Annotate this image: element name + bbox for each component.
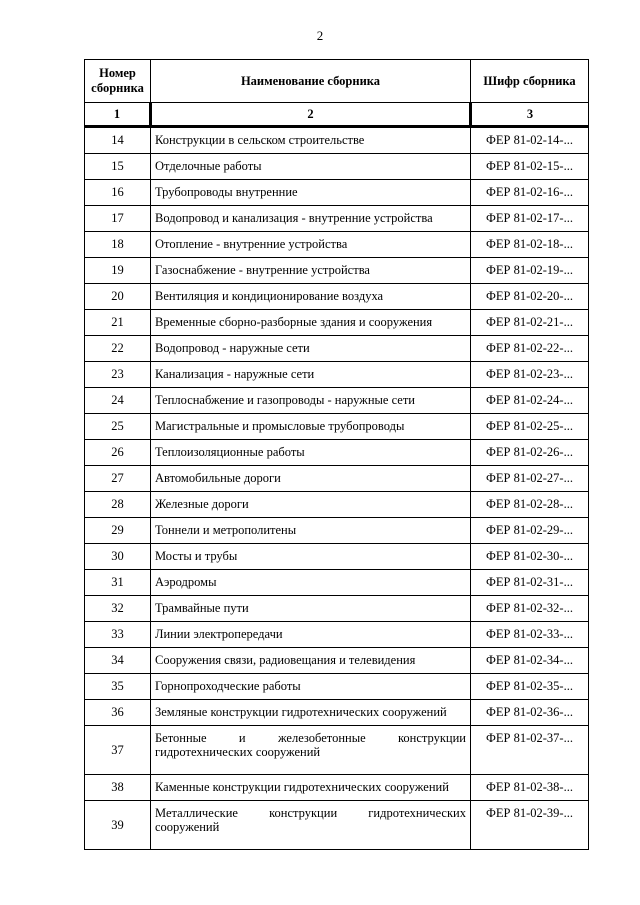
row-name: Временные сборно-разборные здания и сооружения	[151, 310, 471, 336]
row-name: Вентиляция и кондиционирование воздуха	[151, 284, 471, 310]
table-row	[85, 596, 589, 622]
row-code: ФЕР 81-02-38-...	[471, 775, 589, 801]
row-code: ФЕР 81-02-20-...	[471, 284, 589, 310]
table-row	[85, 622, 589, 648]
row-number: 22	[85, 336, 151, 362]
row-name: Аэродромы	[151, 570, 471, 596]
table-row	[85, 570, 589, 596]
table-row	[85, 674, 589, 700]
row-number: 25	[85, 414, 151, 440]
table-row	[85, 206, 589, 232]
row-number: 27	[85, 466, 151, 492]
row-code: ФЕР 81-02-30-...	[471, 544, 589, 570]
row-code: ФЕР 81-02-16-...	[471, 180, 589, 206]
row-name: Газоснабжение - внутренние устройства	[151, 258, 471, 284]
row-code: ФЕР 81-02-25-...	[471, 414, 589, 440]
row-code: ФЕР 81-02-35-...	[471, 674, 589, 700]
row-code: ФЕР 81-02-36-...	[471, 700, 589, 726]
row-code: ФЕР 81-02-21-...	[471, 310, 589, 336]
table-row	[85, 440, 589, 466]
row-number: 38	[85, 775, 151, 801]
row-number: 28	[85, 492, 151, 518]
row-code: ФЕР 81-02-19-...	[471, 258, 589, 284]
row-name: Тоннели и метрополитены	[151, 518, 471, 544]
row-name: Горнопроходческие работы	[151, 674, 471, 700]
row-number: 39	[85, 801, 151, 850]
row-name: Трамвайные пути	[151, 596, 471, 622]
row-number: 14	[85, 127, 151, 154]
row-code: ФЕР 81-02-18-...	[471, 232, 589, 258]
column-index-row	[85, 103, 589, 127]
header-code: Шифр сборника	[471, 60, 589, 103]
row-name: Теплоизоляционные работы	[151, 440, 471, 466]
table-row	[85, 180, 589, 206]
row-name: Мосты и трубы	[151, 544, 471, 570]
row-number: 29	[85, 518, 151, 544]
table-row	[85, 801, 589, 850]
row-number: 15	[85, 154, 151, 180]
row-number: 21	[85, 310, 151, 336]
table-row	[85, 775, 589, 801]
row-number: 37	[85, 726, 151, 775]
column-index-number: 1	[85, 103, 151, 127]
row-number: 33	[85, 622, 151, 648]
table-row	[85, 258, 589, 284]
row-name: Трубопроводы внутренние	[151, 180, 471, 206]
row-name: Водопровод - наружные сети	[151, 336, 471, 362]
row-number: 24	[85, 388, 151, 414]
table-row	[85, 414, 589, 440]
row-name: Сооружения связи, радиовещания и телевидения	[151, 648, 471, 674]
table-row	[85, 726, 589, 775]
row-name: Бетонные и железобетонные конструкции гидротехнических сооружений	[151, 726, 471, 775]
page-number: 2	[316, 28, 324, 43]
row-number: 20	[85, 284, 151, 310]
row-number: 34	[85, 648, 151, 674]
row-code: ФЕР 81-02-33-...	[471, 622, 589, 648]
table-row	[85, 518, 589, 544]
header-name: Наименование сборника	[151, 60, 471, 103]
row-code: ФЕР 81-02-34-...	[471, 648, 589, 674]
row-name: Отделочные работы	[151, 154, 471, 180]
row-name: Автомобильные дороги	[151, 466, 471, 492]
row-code: ФЕР 81-02-37-...	[471, 726, 589, 775]
row-number: 30	[85, 544, 151, 570]
row-name: Земляные конструкции гидротехнических сооружений	[151, 700, 471, 726]
row-code: ФЕР 81-02-32-...	[471, 596, 589, 622]
row-number: 26	[85, 440, 151, 466]
row-code: ФЕР 81-02-39-...	[471, 801, 589, 850]
table-row	[85, 700, 589, 726]
table-row	[85, 648, 589, 674]
row-name: Канализация - наружные сети	[151, 362, 471, 388]
row-number: 32	[85, 596, 151, 622]
table-row	[85, 284, 589, 310]
row-name: Отопление - внутренние устройства	[151, 232, 471, 258]
row-number: 31	[85, 570, 151, 596]
row-name: Магистральные и промысловые трубопроводы	[151, 414, 471, 440]
row-name: Конструкции в сельском строительстве	[151, 127, 471, 154]
table-row	[85, 466, 589, 492]
row-name: Железные дороги	[151, 492, 471, 518]
row-name: Металлические конструкции гидротехнических сооружений	[151, 801, 471, 850]
row-code: ФЕР 81-02-26-...	[471, 440, 589, 466]
row-number: 35	[85, 674, 151, 700]
table-row	[85, 336, 589, 362]
table-row	[85, 362, 589, 388]
row-number: 23	[85, 362, 151, 388]
row-code: ФЕР 81-02-23-...	[471, 362, 589, 388]
row-code: ФЕР 81-02-31-...	[471, 570, 589, 596]
table-row	[85, 492, 589, 518]
row-number: 36	[85, 700, 151, 726]
row-code: ФЕР 81-02-24-...	[471, 388, 589, 414]
table-row	[85, 127, 589, 154]
row-name: Теплоснабжение и газопроводы - наружные сети	[151, 388, 471, 414]
table-row	[85, 232, 589, 258]
row-name: Линии электропередачи	[151, 622, 471, 648]
table-row	[85, 388, 589, 414]
row-name: Каменные конструкции гидротехнических сооружений	[151, 775, 471, 801]
row-code: ФЕР 81-02-14-...	[471, 127, 589, 154]
row-number: 18	[85, 232, 151, 258]
table-row	[85, 310, 589, 336]
row-code: ФЕР 81-02-27-...	[471, 466, 589, 492]
table-row	[85, 154, 589, 180]
row-code: ФЕР 81-02-29-...	[471, 518, 589, 544]
header-row	[85, 60, 589, 103]
column-index-name: 2	[151, 103, 471, 127]
row-number: 17	[85, 206, 151, 232]
table-row	[85, 544, 589, 570]
row-code: ФЕР 81-02-28-...	[471, 492, 589, 518]
column-index-code: 3	[471, 103, 589, 127]
row-name: Водопровод и канализация - внутренние устройства	[151, 206, 471, 232]
row-code: ФЕР 81-02-22-...	[471, 336, 589, 362]
row-code: ФЕР 81-02-17-...	[471, 206, 589, 232]
header-number: Номер сборника	[85, 60, 151, 103]
row-code: ФЕР 81-02-15-...	[471, 154, 589, 180]
row-number: 19	[85, 258, 151, 284]
collections-table	[84, 59, 589, 850]
row-number: 16	[85, 180, 151, 206]
